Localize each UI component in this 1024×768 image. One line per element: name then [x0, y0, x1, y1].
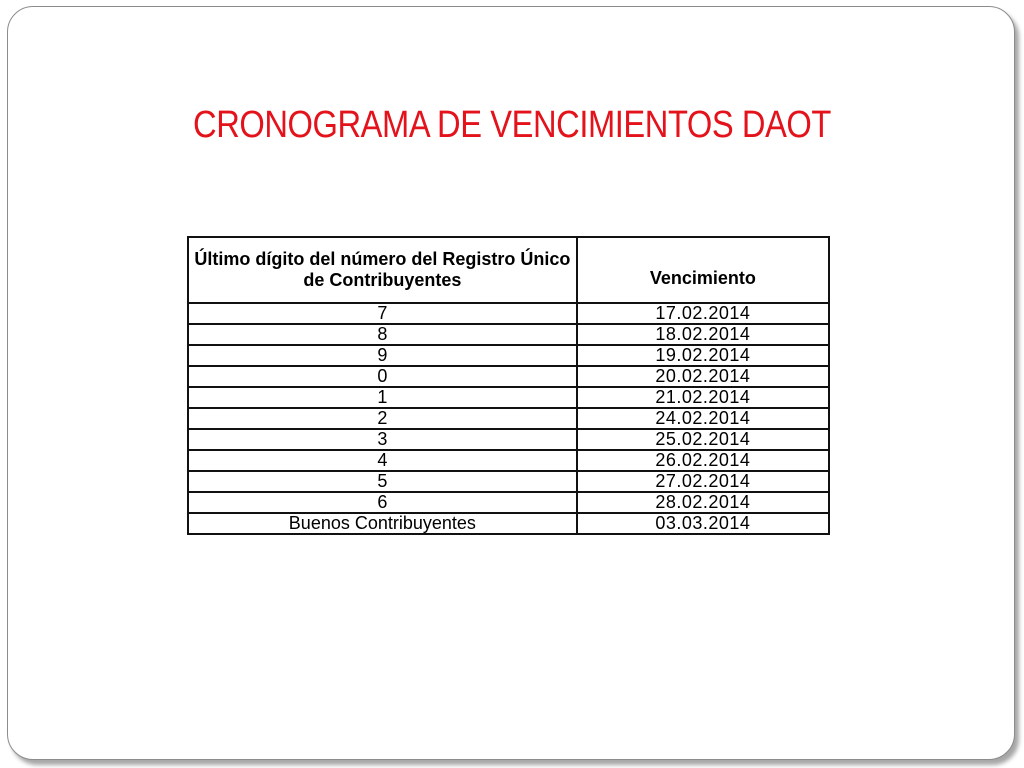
ruc-digit-cell: 5: [188, 471, 577, 492]
ruc-digit-cell: 3: [188, 429, 577, 450]
due-date-cell: 28.02.2014: [577, 492, 829, 513]
slide-title: CRONOGRAMA DE VENCIMIENTOS DAOT: [193, 104, 831, 146]
due-date-cell: 21.02.2014: [577, 387, 829, 408]
due-date-cell: 20.02.2014: [577, 366, 829, 387]
header-vencimiento-label: Vencimiento: [649, 267, 756, 288]
table-header-row: [188, 237, 829, 303]
header-ruc-digit: Último dígito del número del Registro Único de Contribuyentes: [188, 237, 577, 303]
ruc-digit-cell: 8: [188, 324, 577, 345]
ruc-digit-cell: 0: [188, 366, 577, 387]
table-row: [188, 513, 829, 534]
due-date-cell: 26.02.2014: [577, 450, 829, 471]
due-date-cell: 17.02.2014: [577, 303, 829, 324]
table-row: [188, 408, 829, 429]
header-vencimiento: [577, 237, 829, 303]
due-date-cell: 25.02.2014: [577, 429, 829, 450]
table-row: [188, 366, 829, 387]
table-row: [188, 324, 829, 345]
table-row: [188, 387, 829, 408]
ruc-digit-cell: Buenos Contribuyentes: [188, 513, 577, 534]
ruc-digit-cell: 9: [188, 345, 577, 366]
ruc-digit-cell: 1: [188, 387, 577, 408]
table-row: [188, 492, 829, 513]
due-date-cell: 19.02.2014: [577, 345, 829, 366]
due-date-cell: 24.02.2014: [577, 408, 829, 429]
due-date-cell: 27.02.2014: [577, 471, 829, 492]
table-row: [188, 471, 829, 492]
due-date-cell: 03.03.2014: [577, 513, 829, 534]
due-date-cell: 18.02.2014: [577, 324, 829, 345]
ruc-digit-cell: 6: [188, 492, 577, 513]
ruc-digit-cell: 7: [188, 303, 577, 324]
schedule-table: [187, 236, 830, 535]
ruc-digit-cell: 2: [188, 408, 577, 429]
table-row: [188, 429, 829, 450]
table-row: [188, 303, 829, 324]
table-row: [188, 450, 829, 471]
table-row: [188, 345, 829, 366]
ruc-digit-cell: 4: [188, 450, 577, 471]
